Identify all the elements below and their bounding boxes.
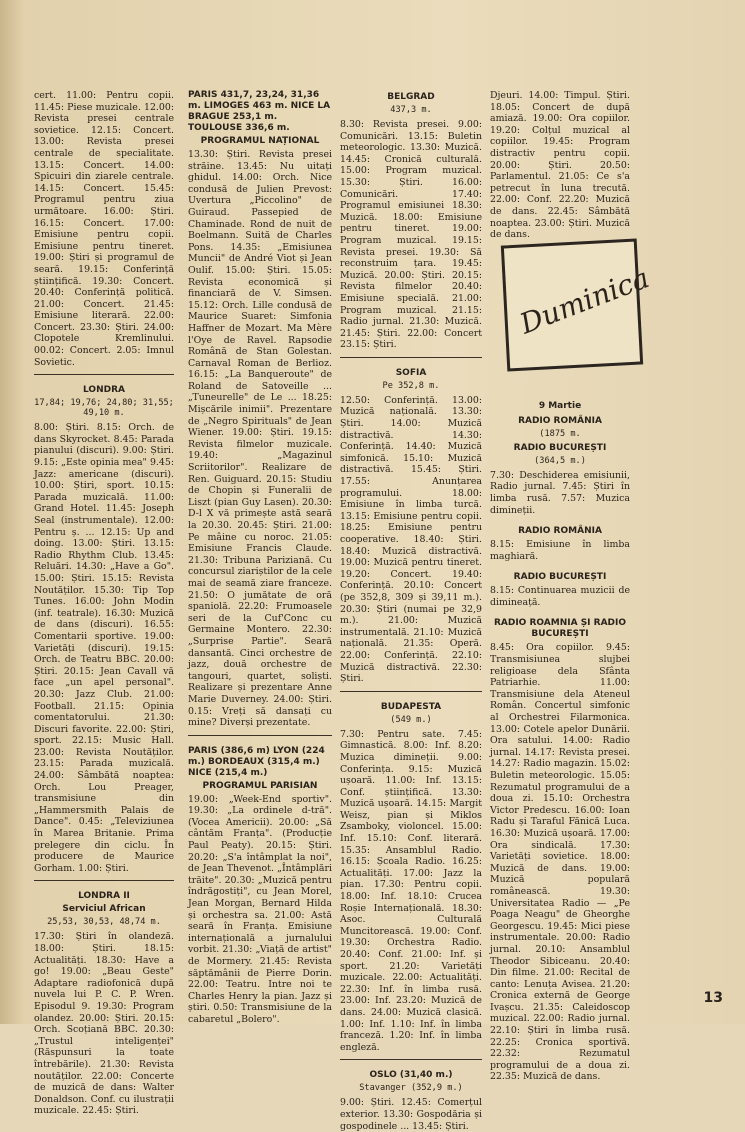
station-subheading: PROGRAMUL PARISIAN [202,780,318,791]
program-romania-hu-text: 8.15: Emisiune în limba maghiară. [490,539,630,562]
program-paris-national-text: 13.30: Știri. Revista presei străine. 13.45: Nu uitați ghidul. 14.00: Orch. Nice condusă de Julien Prevost: Uvertura „Piccolino" de Guiraud. Passepied de Chaminade. Rond de nuit de Boelmann. Suită de Charles Pons. 14.35: „Emisiunea Muncii" de André Viot și Jean Oulif. 15.00: Știri. 15.05: Revista economică și financiară de V. Simsen. 15.12: Orch. Lille condusă de Maurice Suaret: Simfonia Haffner de Mozart. Ma Mère l'Oye de Ravel. Rapsodie Română de Stan Golestan. Carnaval Roman de Berlioz. 16.15: „La Banqueroute" de Roland de Satoveille ... „Tuneurelle" de Le ... 18.25: Mișcările inimii". Prezentare de „Negro Spirituals" de Jean Wiener. 19.00: Știri. 19.15: Revista filmelor muzicale. 19.40: „Magazinul Scriitorilor". Realizare de Ren. Guiguard. 20.15: Studiu de Chopin și Funeralii de Liszt (pian Guy Lasen). 20.30: D-l X vă primește astă seară la 20.30. 20.45: Știri. 21.00: Pe mâine cu noroc. 21.05: Emisiune Francis Claude. 21.30: Tribuna Pariziană. Cu concursul ziariștilor de la cele mai de seamă ziare franceze. 21.50: O jumătate de oră spaniolă. 22.20: Frumoasele seri de la Cuf'Conc cu Germaine Montero. 22.30: „Surprise Partie". Seară dansantă. Cinci orchestre de jazz, două orchestre de tangouri, quartet, soliști. Realizare și prezentare Anne Marie Duverney. 24.00: Știri. 0.15: Vreți să dansați cu mine? Diverși prezentate. [188,149,332,729]
station-frequency: (549 m.) [390,714,432,725]
station-frequency: 17,84; 19,76; 24,80; 31,55; 49,10 m. [34,398,174,419]
program-london2-text: 17.30: Știri în olandeză. 18.00: Știri. 18.15: Actualități. 18.30: Have a go! 19.00: „Beau Geste" Adaptare radiofonică după nuvela lui P. C. P. Wren. Episodul 9. 19.30: Program olandez. 20.00: Știri. 20.15: Orch. Scoțiană BBC. 20.30: „Trustul inteligenței" (Răspunsuri la toate întrebările). 21.30: Revista noutăților. 22.00: Concerte de muzică de dans: Walter Donaldson. Conf. cu ilustrații muzicale. 22.45: Știri. [34,931,174,1117]
column-2 [188,90,332,1026]
station-heading: RADIO ROAMNIA ȘI RADIO BUCUREȘTI [493,618,627,640]
station-heading: SOFIA [395,367,427,378]
program-london-text: 8.00: Știri. 8.15: Orch. de dans Skyrocket. 8.45: Parada pianului (discuri). 9.00: Știri. 9.15: „Este opinia mea" 9.45: Jazz: americane (discuri). 10.00: Știri, sport. 10.15: Parada muzicală. 11.00: Grand Hotel. 11.45: Joseph Seal (instrumentale). 12.00: Pentru ș. ... 12.15: Up and doing. 13.00: Știri. 13.15: Radio Rhythm Club. 13.45: Reluări. 14.30: „Have a Go". 15.00: Știri. 15.15: Revista Noutăților. 15.30: Tip Top Tunes. 16.00: John Modin (inf. teatrale). 16.30: Muzică de dans (discuri). 16.55: Comentarii sportive. 19.00: Varietăți (discuri). 19.15: Orch. de Teatru BBC. 20.00: Știri. 20.15: Jean Cavall vă face „un apel personal". 20.30: Jazz Club. 21.00: Football. 21.15: Opinia comentatorului. 21.30: Discuri favorite. 22.00: Știri, sport. 22.15: Music Hall. 23.00: Revista Noutăților. 23.15: Parada muzicală. 24.00: Sâmbătă noaptea: Orch. Lou Preager, transmisiune din „Hammersmith Palais de Dance". 0.45: „Televiziunea în Marea Britanie. Prima prelegere din ciclu. În producere de Maurice Gorham. 1.00: Știri. [34,422,174,874]
station-frequency: (364,5 m.) [534,455,586,466]
page-number: 13 [703,990,723,1006]
station-frequency: 25,53, 30,53, 48,74 m. [47,917,161,928]
program-paris-parisian-text: 19.00: „Week-End sportiv". 19.30: „La ordinele d-tră". (Vocea Americii). 20.00: „Să cântăm Franța". (Producție Paul Peaty). 20.15: Știri. 20.20: „S'a întâmplat la noi", de Jean Thevenot. „Întâmplări trăite". 20.30: „Muzică pentru îndrăgostiți", cu Jean Morel, Jean Morgan, Bernard Hilda și orchestra sa. 21.00: Astă seară în Franța. Emisiune internațională a jurnalului vorbit. 21.30: „Viață de artist" de Mormery. 21.45: Revista săptămânii de Pierre Dorin. 22.00: Teatru. Intre noi te Charles Henry la pian. Jazz și știri. 0.50: Transmisiune de la cabaretul „Bolero". [188,793,332,1025]
divider [340,691,482,692]
program-continued-text: Djeuri. 14.00: Timpul. Știri. 18.05: Concert de după amiază. 19.00: Ora copiilor. 19.20: Colțul muzical al copiilor. 19.45: Program distractiv pentru copii. 20.00: Știri. 20.50: Parlamentul. 21.05: Ce s'a petrecut în luna trecută. 22.00: Conf. 22.20: Muzică de dans. 22.45: Sâmbătă noaptea. 23.00: Știri. Muzică de dans. [490,90,630,241]
program-sofia-text: 12.50: Conferință. 13.00: Muzică națională. 13.30: Știri. 14.00: Muzică distractivă. 14.30: Conferință. 14.40: Muzică simfonică. 15.10: Muzică distractivă. 15.45: Știri. 17.55: Anunțarea programului. 18.00: Emisiune în limba turcă. 13.15: Emisiune pentru copii. 18.25: Emisiune pentru cooperative. 18.40: Știri. 18.40: Muzică distractivă. 19.00: Muzică pentru tineret. 19.20: Concert. 19.40: Conferință. 20.10: Concert (pe 352,8, 309 și 39,11 m.). 20.30: Știri (numai pe 32,9 m.). 21.00: Muzică instrumentală. 21.10: Muzică națională. 21.35: Operă. 22.00: Conferință. 22.10: Muzică distractivă. 22.30: Știri. [340,394,482,685]
station-frequency: 437,3 m. [390,105,432,115]
date-heading: 9 Martie [538,400,582,411]
program-moscow-text: cert. 11.00: Pentru copii. 11.45: Piese muzicale. 12.00: Revista presei centrale sovietice. 12.15: Concert. 13.00: Revista presei centrale de specialitate. 13.15: Concert. 14.00: Spicuiri din ziarele centrale. 14.15: Concert. 15.45: Programul pentru ziua următoare. 16.00: Știri. 16.15: Concert. 17.00: Emisiune pentru copii. Emisiune pentru tineret. 19.00: Știri și programul de seară. 19.15: Conferință științifică. 19.30: Concert. 20.40: Conferință politică. 21.00: Concert. 21.45: Emisiune literară. 22.00: Concert. 23.30: Știri. 24.00: Clopotele Kremlinului. 00.02: Concert. 2.05: Imnul Sovietic. [34,90,174,368]
divider [340,357,482,358]
divider [34,374,174,375]
station-heading: PARIS 431,7, 23,24, 31,36 m. LIMOGES 463 m. NICE LA BRAGUE 253,1 m. TOULOUSE 336,6 m. [188,90,331,133]
program-bucharest-text: 8.15: Continuarea muzicii de dimineață. [490,585,630,608]
duminica-logo [501,239,654,372]
station-heading: LONDRA II [78,891,130,902]
station-heading: LONDRA [83,385,125,396]
station-frequency: Stavanger (352,9 m.) [359,1083,463,1094]
program-joint-text: 8.45: Ora copiilor. 9.45: Transmisiunea slujbei religioase dela Sfânta Patriarhie. 11.00: Transmisiune dela Ateneul Român. Concertul simfonic al Orchestrei Filarmonica. 13.00: Cotele apelor Dunării. Ora satului. 14.00: Radio jurnal. 14.17: Revista presei. 14.27: Radio magazin. 15.02: Buletin meteorologic. 15.05: Rezumatul programului de a doua zi. 15.10: Orchestra Victor Predescu. 16.00: Ioan Radu și Taraful Fănică Luca. 16.30: Muzică ușoară. 17.00: Ora sindicală. 17.30: Varietăți sovietice. 18.00: Muzică de dans. 19.00: Muzică populară românească. 19.30: Universitatea Radio — „Pe Poaga Neagu" de Gheorghe Georgescu. 19.45: Mici piese instrumentale. 20.00: Radio jurnal. 20.10: Ansamblul Theodor Sibiceanu. 20.40: Din filme. 21.00: Recital de canto: Lenuța Avisea. 21.20: Cronica externă de George Ivașcu. 21.35: Caleidoscop muzical. 22.00: Radio jurnal. 22.10: Știri în limba rusă. 22.25: Cronica sportivă. 22.32: Rezumatul programului de a doua zi. 22.35: Muzică de dans. [490,642,630,1083]
station-heading: RADIO ROMÂNIA [518,415,602,426]
station-frequency: (1875 m. [539,428,581,439]
station-heading: BUDAPESTA [380,701,442,712]
divider [188,735,332,736]
column-1 [34,90,174,1117]
station-subheading: Serviciul African [62,904,146,915]
station-heading: RADIO BUCUREȘTI [513,572,607,583]
station-heading: PARIS (386,6 m) LYON (224 m.) BORDEAUX (315,4 m.) NICE (215,4 m.) [188,745,325,778]
station-frequency: Pe 352,8 m. [382,380,440,391]
program-oslo-text: 9.00: Știri. 12.45: Comerțul exterior. 13.30: Gospodăria și gospodinele ... 13.45: Știri. [340,1097,482,1132]
column-3 [340,92,482,1132]
station-heading: RADIO ROMÂNIA [518,526,602,537]
station-heading: RADIO BUCUREȘTI [513,442,607,453]
duminica-logo-text: Duminica [515,261,654,341]
program-budapest-text: 7.30: Pentru sate. 7.45: Gimnastică. 8.00: Inf. 8.20: Muzica dimineții. 9.00: Conferința. 9.15: Muzică ușoară. 11.00: Inf. 13.15: Conf. științifică. 13.30: Muzică ușoară. 14.15: Margit Weisz, pian și Miklos Zsamboky, violoncel. 15.00: Inf. 15.10: Conf. literară. 15.35: Ansamblul Radio. 16.15: Școala Radio. 16.25: Actualități. 17.00: Jazz la pian. 17.30: Pentru copii. 18.00: Inf. 18.10: Crucea Roșie Internațională. 18.30: Asoc. Culturală Muncitorească. 19.00: Conf. 19.30: Orchestra Radio. 20.40: Conf. 21.00: Inf. și sport. 21.20: Varietăți muzicale. 22.00: Actualități. 22.30: Inf. în limba rusă. 23.00: Inf. 23.20: Muzică de dans. 24.00: Muzică clasică. 1.00: Inf. 1.10: Inf. în limba franceză. 1.20: Inf. în limba engleză. [340,728,482,1053]
program-romania-text: 7.30: Deschiderea emisiunii, Radio jurnal. 7.45: Știri în limba rusă. 7.57: Muzica dimineții. [490,469,630,516]
station-heading: BELGRAD [387,92,435,102]
station-subheading: PROGRAMUL NAȚIONAL [200,136,320,146]
divider [340,1059,482,1060]
divider [34,880,174,881]
station-heading: OSLO (31,40 m.) [369,1070,453,1081]
program-belgrade-text: 8.30: Revista presei. 9.00: Comunicări. 13.15: Buletin meteorologic. 13.30: Muzică. 14.45: Cronică culturală. 15.00: Program muzical. 15.30: Știri. 16.00: Comunicări. 17.40: Programul emisiunei 18.30: Muzică. 18.00: Emisiune pentru tineret. 19.00: Program muzical. 19.15: Revista presei. 19.30: Să reconstruim țara. 19.45: Muzică. 20.00: Știri. 20.15: Revista filmelor 20.40: Emisiune specială. 21.00: Program muzical. 21.15: Radio jurnal. 21.30: Muzică. 21.45: Știri. 22.00: Concert 23.15: Știri. [340,119,482,351]
